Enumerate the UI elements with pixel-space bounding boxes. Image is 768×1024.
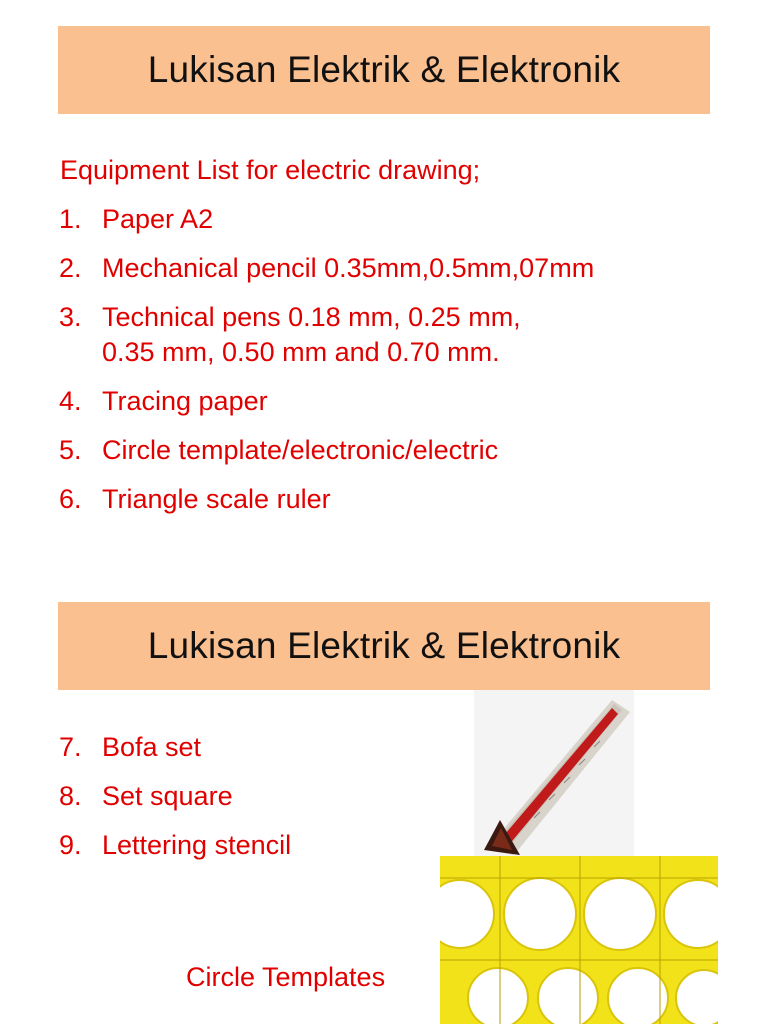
- list-text: Circle template/electronic/electric: [102, 435, 499, 465]
- list-text: Set square: [102, 781, 233, 811]
- list-number: 4.: [59, 386, 82, 416]
- circle-template-image: [440, 856, 718, 1024]
- title-banner-2: [58, 602, 710, 690]
- list-number: 3.: [59, 302, 82, 332]
- list-text: Paper A2: [102, 204, 214, 234]
- list-text: Mechanical pencil 0.35mm,0.5mm,07mm: [102, 253, 595, 283]
- equipment-list: [59, 202, 594, 531]
- list-item: [59, 730, 291, 765]
- list-text: Triangle scale ruler: [102, 484, 331, 514]
- list-number: 8.: [59, 781, 82, 811]
- list-number: 9.: [59, 830, 82, 860]
- list-item: [59, 828, 291, 863]
- slide-title: Lukisan Elektrik & Elektronik: [147, 625, 621, 666]
- equipment-intro: Equipment List for electric drawing;: [60, 155, 481, 185]
- list-number: 1.: [59, 204, 82, 234]
- title-banner-1: [58, 26, 710, 114]
- list-item: [59, 433, 594, 468]
- list-item: [59, 384, 594, 419]
- list-number: 2.: [59, 253, 82, 283]
- triangle-scale-ruler-image: [474, 690, 634, 860]
- list-number: 5.: [59, 435, 82, 465]
- list-text: Lettering stencil: [102, 830, 292, 860]
- list-text: Technical pens 0.18 mm, 0.25 mm,: [102, 302, 521, 332]
- circle-templates-caption: Circle Templates: [186, 962, 386, 992]
- list-item: [59, 300, 594, 370]
- list-item: [59, 251, 594, 286]
- list-number: 7.: [59, 732, 82, 762]
- list-item: [59, 482, 594, 517]
- list-text-continued: 0.35 mm, 0.50 mm and 0.70 mm.: [102, 337, 500, 367]
- list-number: 6.: [59, 484, 82, 514]
- slide-title: Lukisan Elektrik & Elektronik: [147, 49, 621, 90]
- list-item: [59, 779, 291, 814]
- equipment-list-continued: [59, 730, 291, 877]
- list-item: [59, 202, 594, 237]
- list-text: Tracing paper: [102, 386, 268, 416]
- list-text: Bofa set: [102, 732, 202, 762]
